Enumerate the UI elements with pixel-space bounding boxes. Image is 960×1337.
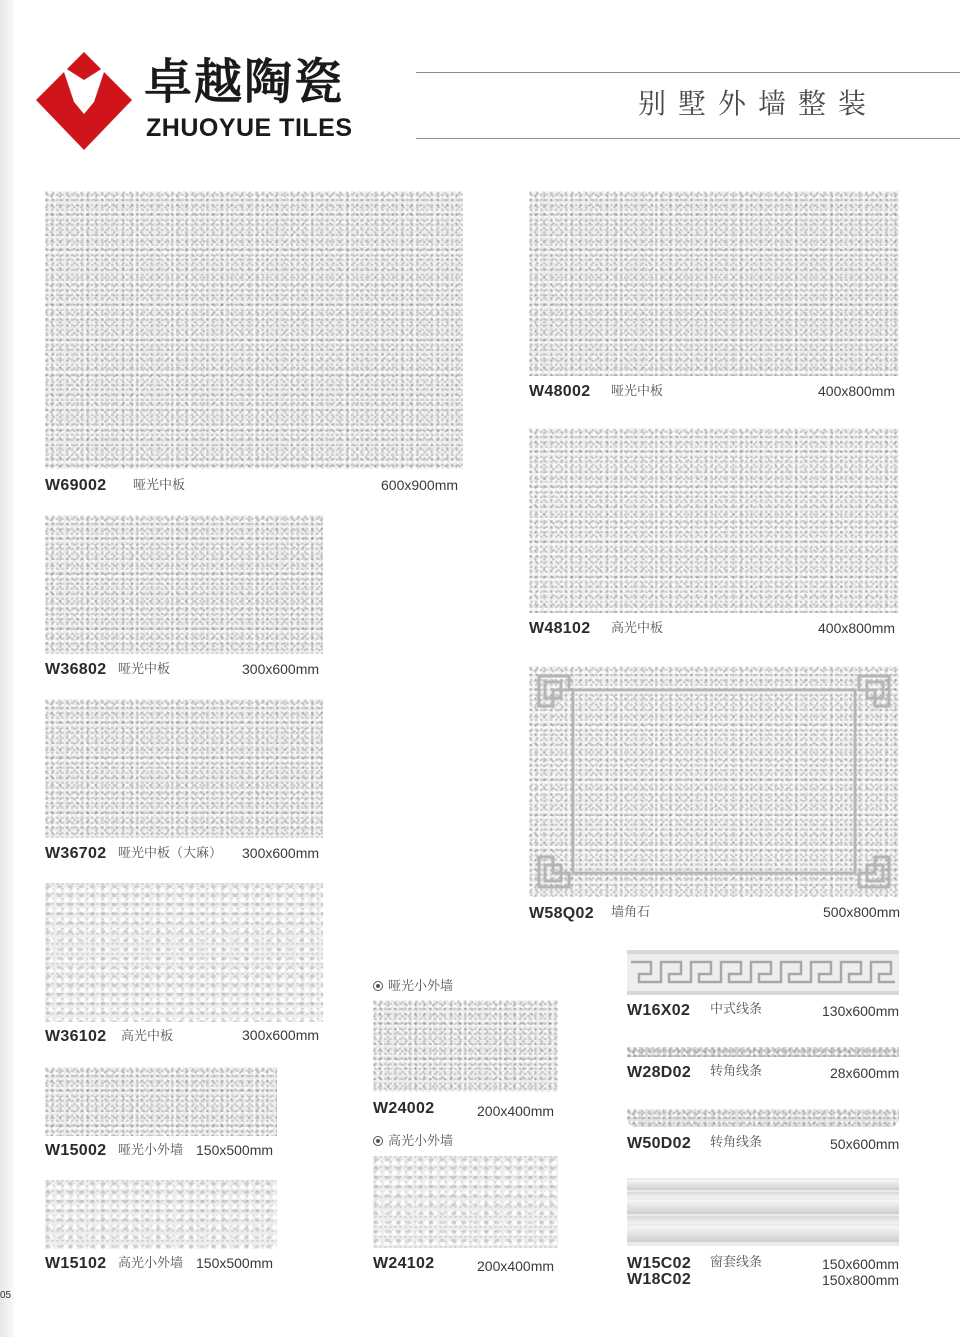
product-code: W69002 [45,477,107,494]
header-rule-bottom [416,138,960,139]
product-code: W50D02 [627,1135,692,1152]
tile-swatch-w36802 [45,515,323,654]
brand-logo-icon [34,50,134,152]
header-rule-top [416,72,960,73]
product-desc: 高光小外墙 [118,1256,184,1271]
product-size: 500x800mm [823,904,901,920]
product-desc: 高光中板 [121,1029,174,1044]
product-size: 400x800mm [818,383,896,399]
molding-window-trim [627,1178,899,1246]
subhead-text: 高光小外墙 [388,1134,454,1149]
tile-swatch-w48102 [529,428,899,613]
tile-swatch-w36702 [45,699,323,838]
product-size: 600x900mm [381,477,459,493]
product-code: W48002 [529,383,591,400]
product-desc: 高光中板 [611,621,664,636]
molding-corner-strip-50 [627,1109,899,1127]
product-size: 28x600mm [830,1065,900,1081]
product-desc: 哑光中板 [118,662,171,677]
product-code: W15C02 [627,1255,692,1272]
tile-swatch-w36102 [45,883,323,1022]
product-desc: 哑光中板 [133,478,186,493]
tile-swatch-w69002 [45,191,463,469]
product-size: 200x400mm [477,1103,555,1119]
product-size: 150x600mm [822,1256,900,1272]
product-code: W15102 [45,1255,107,1272]
product-code: W28D02 [627,1064,692,1081]
page-number: 05 [0,1290,12,1301]
product-size: 150x500mm [196,1142,274,1158]
product-size: 200x400mm [477,1258,555,1274]
tile-swatch-w15102 [45,1180,277,1249]
product-size: 400x800mm [818,620,896,636]
product-code: W36802 [45,661,107,678]
product-code: W48102 [529,620,591,637]
brand-name-en: ZHUOYUE TILES [146,114,353,142]
product-code-2: W18C02 [627,1271,692,1288]
product-code: W24002 [373,1100,435,1117]
fret-border-pattern [529,666,899,897]
product-desc: 哑光小外墙 [118,1143,184,1158]
product-size-2: 150x800mm [822,1272,900,1288]
product-size: 150x500mm [196,1255,274,1271]
subhead-text: 哑光小外墙 [388,979,454,994]
tile-swatch-w24102 [373,1156,558,1248]
page-edge-shade [0,0,14,1337]
product-code: W36102 [45,1028,107,1045]
tile-swatch-w24002 [373,1000,558,1092]
product-size: 300x600mm [242,661,320,677]
product-desc: 哑光中板 [611,384,664,399]
product-code: W15002 [45,1142,107,1159]
product-code: W58Q02 [529,905,594,922]
product-desc: 转角线条 [710,1135,763,1150]
product-size: 130x600mm [822,1003,900,1019]
product-desc: 窗套线条 [710,1255,763,1270]
page-title: 别墅外墙整装 [637,87,878,120]
product-code: W16X02 [627,1002,691,1019]
tile-swatch-w15002 [45,1067,277,1136]
molding-chinese-pattern [627,950,899,995]
product-size: 300x600mm [242,845,320,861]
bullet-icon [373,1136,383,1146]
product-desc: 中式线条 [710,1002,763,1017]
subhead-gloss-small [373,1135,453,1148]
product-size: 50x600mm [830,1136,900,1152]
subhead-matte-small [373,980,453,993]
product-code: W36702 [45,845,107,862]
product-code: W24102 [373,1255,435,1272]
molding-corner-strip-28 [627,1047,899,1057]
product-desc: 墙角石 [611,905,651,920]
product-desc: 转角线条 [710,1064,763,1079]
product-size: 300x600mm [242,1027,320,1043]
tile-swatch-w48002 [529,191,899,376]
product-desc: 哑光中板（大麻） [118,846,223,861]
bullet-icon [373,981,383,991]
brand-name-cn: 卓越陶瓷 [144,54,345,110]
